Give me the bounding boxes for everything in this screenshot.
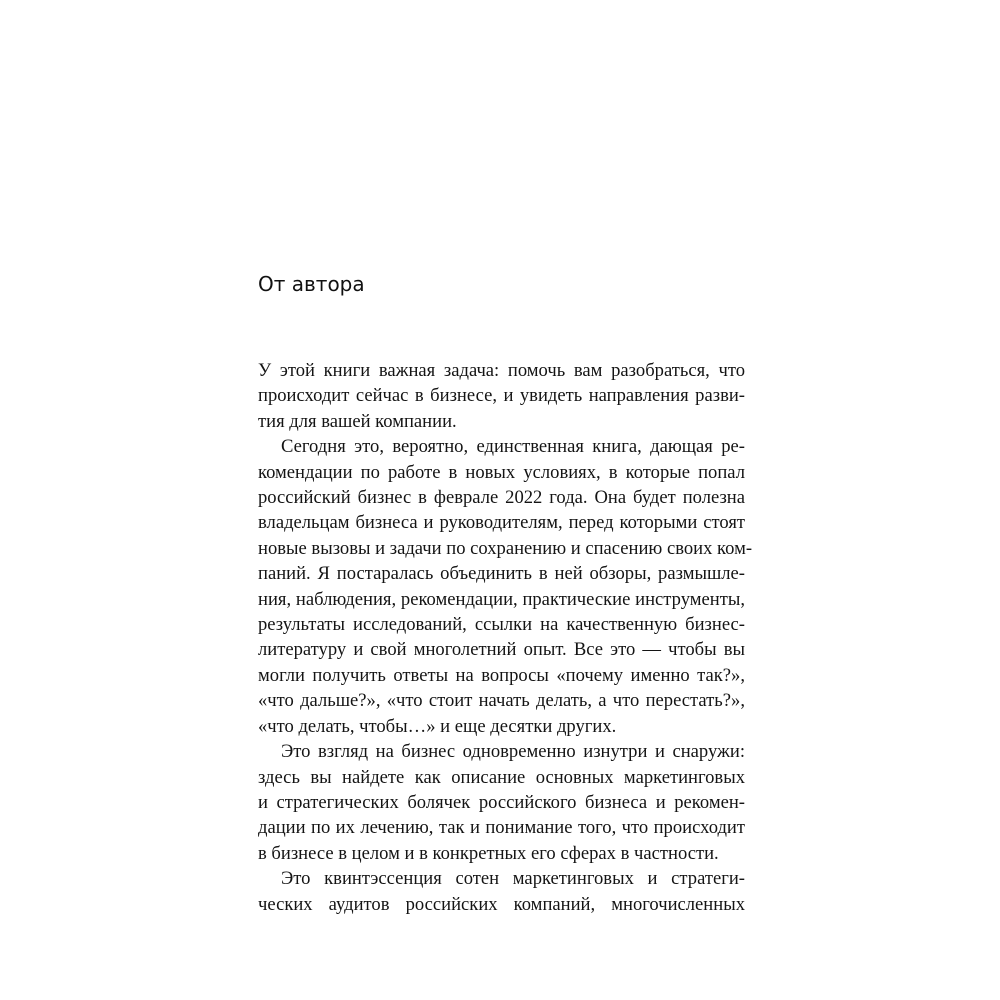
text-line: происходит сейчас в бизнесе, и увидеть направления разви-: [258, 385, 745, 407]
text-line: ния, наблюдения, рекомендации, практические инструменты,: [258, 588, 745, 610]
text-line: У этой книги важная задача: помочь вам разобраться, что: [258, 360, 745, 381]
text-line: паний. Я постаралась объединить в ней обзоры, размышле-: [258, 563, 745, 585]
text-line: тия для вашей компании.: [258, 410, 457, 432]
text-line: «что делать, чтобы…» и еще десятки других.: [258, 715, 617, 737]
text-line: и стратегических болячек российского бизнеса и рекомен-: [258, 791, 745, 813]
text-line: российский бизнес в феврале 2022 года. Она будет полезна: [258, 487, 745, 509]
text-line: новые вызовы и задачи по сохранению и спасению своих ком-: [258, 537, 753, 559]
text-line: дации по их лечению, так и понимание того, что происходит: [258, 817, 745, 839]
text-line: комендации по работе в новых условиях, в которые попал: [258, 461, 745, 483]
text-line: «что дальше?», «что стоит начать делать, а что перестать?»,: [258, 690, 745, 712]
chapter-heading: От автора: [258, 272, 365, 296]
text-line: Это квинтэссенция сотен маркетинговых и стратеги-: [281, 868, 745, 890]
text-line: в бизнесе в целом и в конкретных его сферах в частности.: [258, 842, 719, 864]
text-line: могли получить ответы на вопросы «почему именно так?»,: [258, 664, 745, 686]
paragraph: [258, 358, 745, 434]
text-line: здесь вы найдете как описание основных маркетинговых: [258, 766, 745, 788]
text-line: ческих аудитов российских компаний, многочисленных: [258, 893, 745, 915]
body-text: [258, 358, 753, 917]
paragraph: [258, 434, 753, 739]
paragraph: [258, 739, 745, 866]
text-line: литературу и свой многолетний опыт. Все это — чтобы вы: [258, 639, 745, 661]
paragraph: [258, 866, 745, 917]
text-line: результаты исследований, ссылки на качественную бизнес-: [258, 614, 745, 636]
text-line: Это взгляд на бизнес одновременно изнутри и снаружи:: [281, 741, 745, 763]
text-line: владельцам бизнеса и руководителям, перед которыми стоят: [258, 512, 745, 534]
text-line: Сегодня это, вероятно, единственная книга, дающая ре-: [281, 436, 745, 458]
